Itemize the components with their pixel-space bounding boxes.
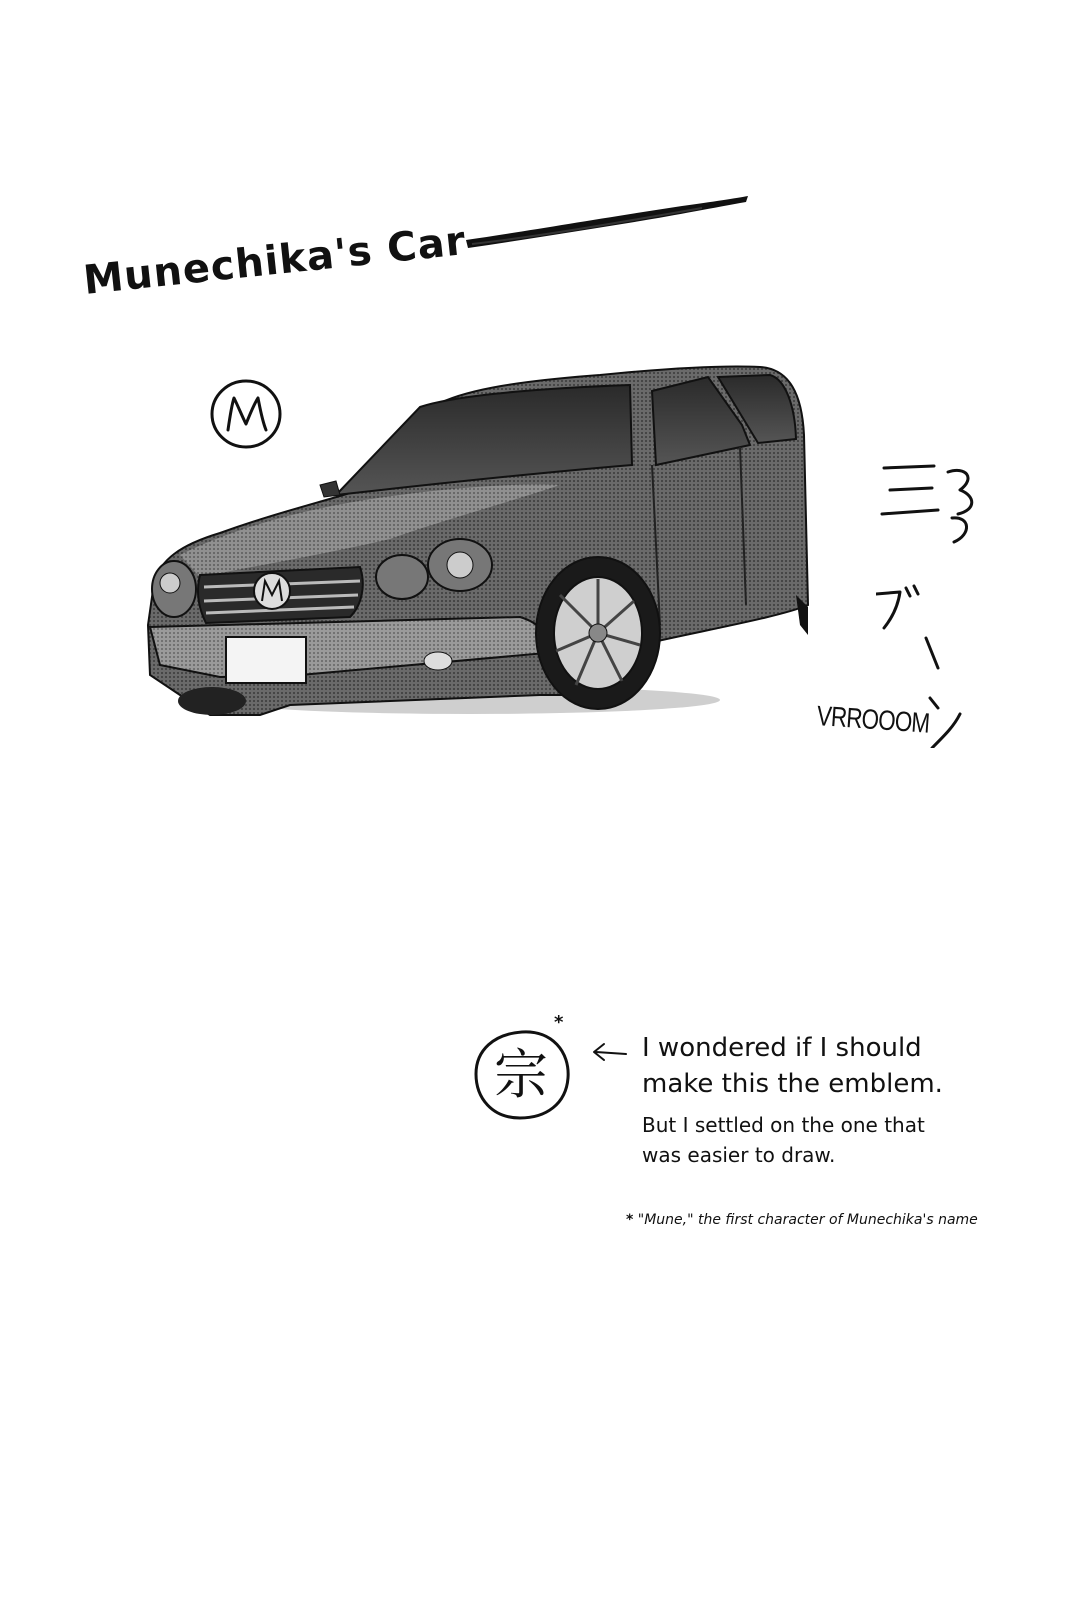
note-sub-line-1: But I settled on the one that [642,1113,925,1137]
footnote-marker: * [626,1212,634,1228]
brush-stroke-decoration [462,192,752,252]
footnote-text: "Mune," the first character of Munechika's name [637,1212,978,1228]
note-sub-line-2: was easier to draw. [642,1143,836,1167]
note-line-1: I wondered if I should [642,1033,922,1063]
asterisk-marker: * [554,1012,564,1033]
car-emblem-letter [236,394,277,440]
arrow-left-icon [590,1040,630,1064]
note-main-text [642,1030,943,1102]
note-sub-text [642,1110,925,1170]
kanji-mune: 宗 [494,1043,548,1106]
sound-effect-english: VRROOOM [815,700,931,739]
note-line-2: make this the emblem. [642,1069,943,1099]
footnote [626,1212,978,1228]
page-title: Munechika's Car [81,218,469,304]
